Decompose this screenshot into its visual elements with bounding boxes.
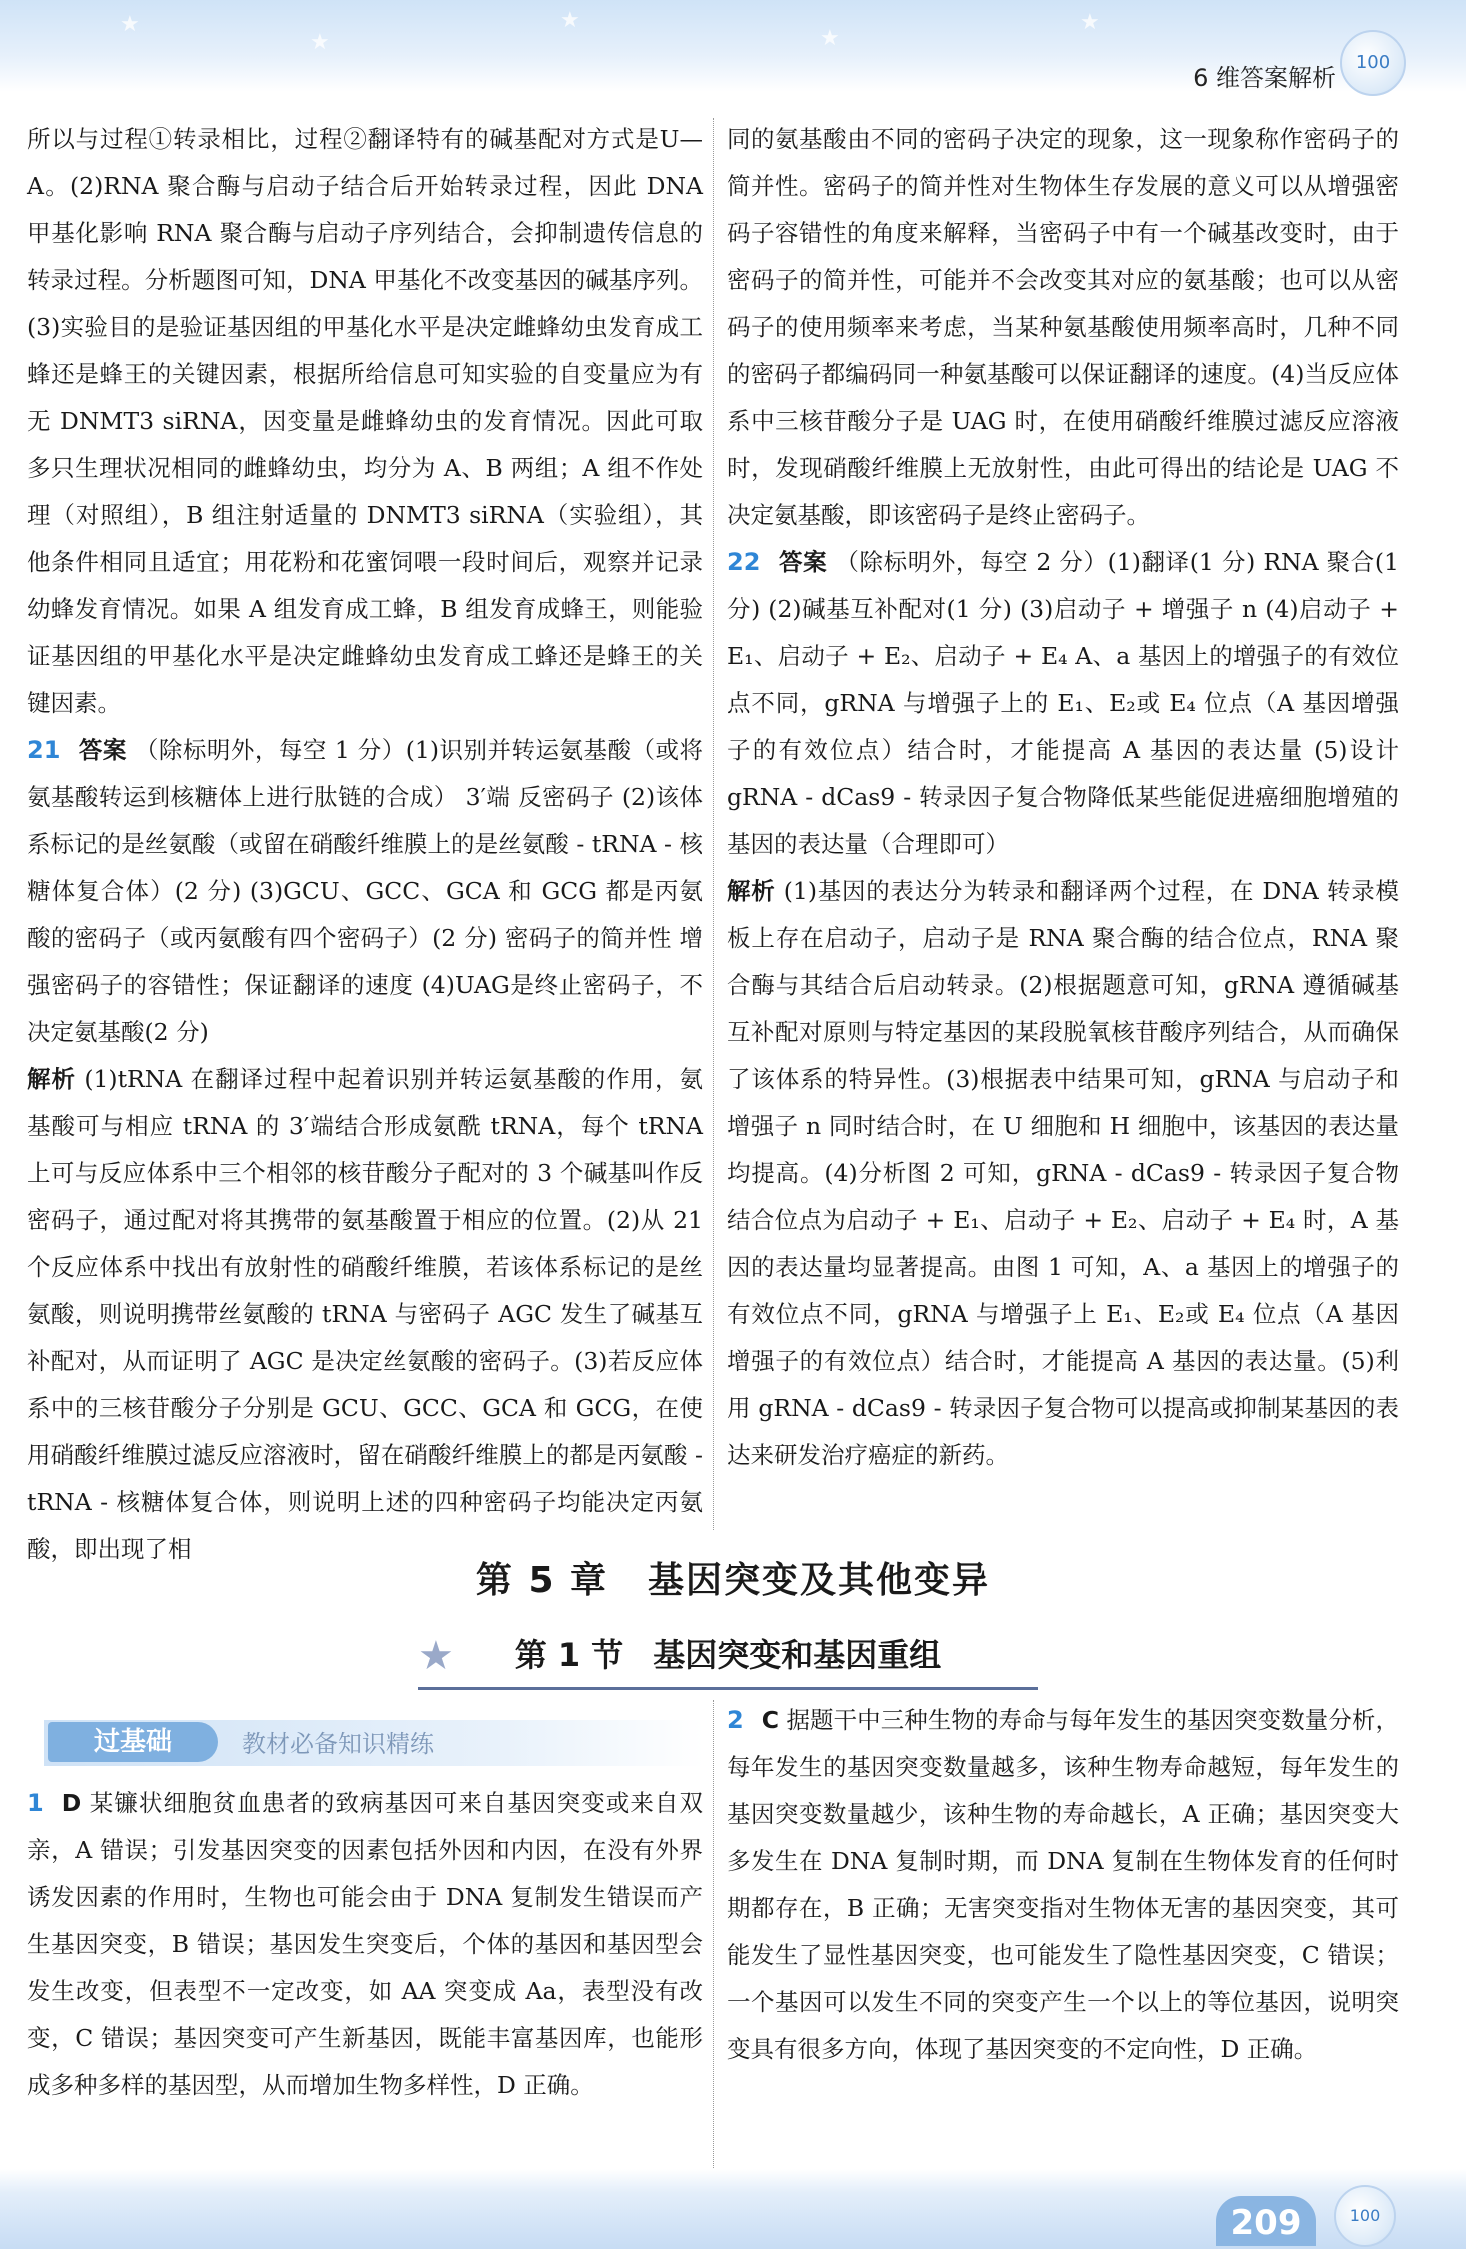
star-icon: ★ [310, 30, 330, 55]
question-21 [27, 727, 703, 1056]
page-number: 209 [1216, 2196, 1316, 2246]
column-divider [713, 118, 714, 1530]
analysis-21 [27, 1056, 703, 1573]
column-divider [713, 1700, 714, 2170]
right-column-bottom [727, 1697, 1399, 2073]
question-text: 据题干中三种生物的寿命与每年发生的基因突变数量分析，每年发生的基因突变数量越多，该种生物寿命越短，每年发生的基因突变数量越少，该种生物的寿命越长，A 正确；基因突变大多发生在 DNA 复制时期，而 DNA 复制在生物体发育的任何时期都存在，B 正确；无害突变指对生物体无害的基因突变，其可能发生了显性基因突变，也可能发生了隐性基因突变，C 错误；一个基因可以发生不同的突变产生一个以上的等位基因，说明突变具有很多方向，体现了基因突变的不定向性，D 正确。 [727, 1706, 1399, 2063]
section-title: 基因突变和基因重组 [653, 1636, 942, 1674]
header-label: 6 维答案解析 [1193, 64, 1336, 92]
question-2 [727, 1697, 1399, 2073]
star-icon: ★ [418, 1633, 454, 1679]
question-number: 21 [27, 736, 61, 764]
chapter-heading [0, 1552, 1466, 1603]
analysis-text: (1)基因的表达分为转录和翻译两个过程，在 DNA 转录模板上存在启动子，启动子是 RNA 聚合酶的结合位点，RNA 聚合酶与其结合后启动转录。(2)根据题意可知，gRNA 遵循碱基互补配对原则与特定基因的某段脱氧核苷酸序列结合，从而确保了该体系的特异性。(3)根据表中结果可知，gRNA 与启动子和增强子 n 同时结合时，在 U 细胞和 H 细胞中，该基因的表达量均提高。(4)分析图 2 可知，gRNA - dCas9 - 转录因子复合物结合位点为启动子 + E₁、启动子 + E₂、启动子 + E₄ 时，A 基因的表达量均显著提高。由图 1 可知，A、a 基因上的增强子的有效位点不同，gRNA 与增强子上 E₁、E₂或 E₄ 位点（A 基因增强子的有效位点）结合时，才能提高 A 基因的表达量。(5)利用 gRNA - dCas9 - 转录因子复合物可以提高或抑制某基因的表达来研发治疗癌症的新药。 [727, 877, 1399, 1469]
continued-paragraph: 所以与过程①转录相比，过程②翻译特有的碱基配对方式是U—A。(2)RNA 聚合酶与启动子结合后开始转录过程，因此 DNA 甲基化影响 RNA 聚合酶与启动子序列结合，会抑制遗传信息的转录过程。分析题图可知，DNA 甲基化不改变基因的碱基序列。(3)实验目的是验证基因组的甲基化水平是决定雌蜂幼虫发育成工蜂还是蜂王的关键因素，根据所给信息可知实验的自变量应为有无 DNMT3 siRNA，因变量是雌蜂幼虫的发育情况。因此可取多只生理状况相同的雌蜂幼虫，均分为 A、B 两组；A 组不作处理（对照组），B 组注射适量的 DNMT3 siRNA（实验组），其他条件相同且适宜；用花粉和花蜜饲喂一段时间后，观察并记录幼蜂发育情况。如果 A 组发育成工蜂，B 组发育成蜂王，则能验证基因组的甲基化水平是决定雌蜂幼虫发育成工蜂还是蜂王的关键因素。 [27, 125, 703, 717]
analysis-label: 解析 [727, 877, 776, 905]
analysis-label: 解析 [27, 1065, 76, 1093]
answer-label: 答案 [778, 548, 828, 576]
answer-label: 答案 [78, 736, 127, 764]
question-22 [727, 539, 1399, 868]
banner-subtitle: 教材必备知识精练 [242, 1730, 434, 1758]
left-column-bottom [27, 1780, 703, 2109]
question-text: 某镰状细胞贫血患者的致病基因可来自基因突变或来自双亲，A 错误；引发基因突变的因素包括外因和内因，在没有外界诱发因素的作用时，生物也可能会由于 DNA 复制发生错误而产生基因突变，B 错误；基因发生突变后，个体的基因和基因型会发生改变，但表型不一定改变，如 AA 突变成 Aa，表型没有改变，C 错误；基因突变可产生新基因，既能丰富基因库，也能形成多种多样的基因型，从而增加生物多样性，D 正确。 [27, 1789, 703, 2099]
answer-letter: C [761, 1706, 779, 1734]
question-number: 2 [727, 1706, 744, 1734]
right-column-top [727, 116, 1399, 1479]
header-logo: 100 [1340, 30, 1406, 96]
star-icon: ★ [1080, 10, 1100, 35]
chapter-number: 第 5 章 [475, 1560, 609, 1601]
footer-logo: 100 [1334, 2185, 1396, 2247]
chapter-title: 基因突变及其他变异 [648, 1560, 991, 1601]
left-column-top [27, 116, 703, 1573]
star-icon: ★ [820, 26, 840, 51]
answer-letter: D [61, 1789, 82, 1817]
star-icon: ★ [120, 12, 140, 37]
section-heading [418, 1627, 1038, 1690]
question-1 [27, 1780, 703, 2109]
answer-text: （除标明外，每空 1 分）(1)识别并转运氨基酸（或将氨基酸转运到核糖体上进行肽链的合成） 3′端 反密码子 (2)该体系标记的是丝氨酸（或留在硝酸纤维膜上的是丝氨酸 - tRNA - 核糖体复合体）(2 分) (3)GCU、GCC、GCA 和 GCG 都是丙氨酸的密码子（或丙氨酸有四个密码子）(2 分) 密码子的简并性 增强密码子的容错性；保证翻译的速度 (4)UAG是终止密码子，不决定氨基酸(2 分) [27, 736, 703, 1046]
analysis-22 [727, 868, 1399, 1479]
star-icon: ★ [560, 8, 580, 33]
continued-paragraph: 同的氨基酸由不同的密码子决定的现象，这一现象称作密码子的简并性。密码子的简并性对生物体生存发展的意义可以从增强密码子容错性的角度来解释，当密码子中有一个碱基改变时，由于密码子的简并性，可能并不会改变其对应的氨基酸；也可以从密码子的使用频率来考虑，当某种氨基酸使用频率高时，几种不同的密码子都编码同一种氨基酸可以保证翻译的速度。(4)当反应体系中三核苷酸分子是 UAG 时，在使用硝酸纤维膜过滤反应溶液时，发现硝酸纤维膜上无放射性，由此可得出的结论是 UAG 不决定氨基酸，即该密码子是终止密码子。 [727, 125, 1399, 529]
question-number: 1 [27, 1789, 44, 1817]
section-number: 第 1 节 [514, 1636, 624, 1674]
analysis-text: (1)tRNA 在翻译过程中起着识别并转运氨基酸的作用，氨基酸可与相应 tRNA 的 3′端结合形成氨酰 tRNA，每个 tRNA 上可与反应体系中三个相邻的核苷酸分子配对的 3 个碱基叫作反密码子，通过配对将其携带的氨基酸置于相应的位置。(2)从 21 个反应体系中找出有放射性的硝酸纤维膜，若该体系标记的是丝氨酸，则说明携带丝氨酸的 tRNA 与密码子 AGC 发生了碱基互补配对，从而证明了 AGC 是决定丝氨酸的密码子。(3)若反应体系中的三核苷酸分子分别是 GCU、GCC、GCA 和 GCG，在使用硝酸纤维膜过滤反应溶液时，留在硝酸纤维膜上的都是丙氨酸 - tRNA - 核糖体复合体，则说明上述的四种密码子均能决定丙氨酸，即出现了相 [27, 1065, 703, 1563]
question-number: 22 [727, 548, 761, 576]
answer-text: （除标明外，每空 2 分）(1)翻译(1 分) RNA 聚合(1 分) (2)碱基互补配对(1 分) (3)启动子 + 增强子 n (4)启动子 + E₁、启动子 + E₂、启动子 + E₄ A、a 基因上的增强子的有效位点不同，gRNA 与增强子上的 E₁、E₂或 E₄ 位点（A 基因增强子的有效位点）结合时，才能提高 A 基因的表达量 (5)设计 gRNA - dCas9 - 转录因子复合物降低某些能促进癌细胞增殖的基因的表达量（合理即可） [727, 548, 1399, 858]
banner-tag: 过基础 [48, 1722, 218, 1762]
